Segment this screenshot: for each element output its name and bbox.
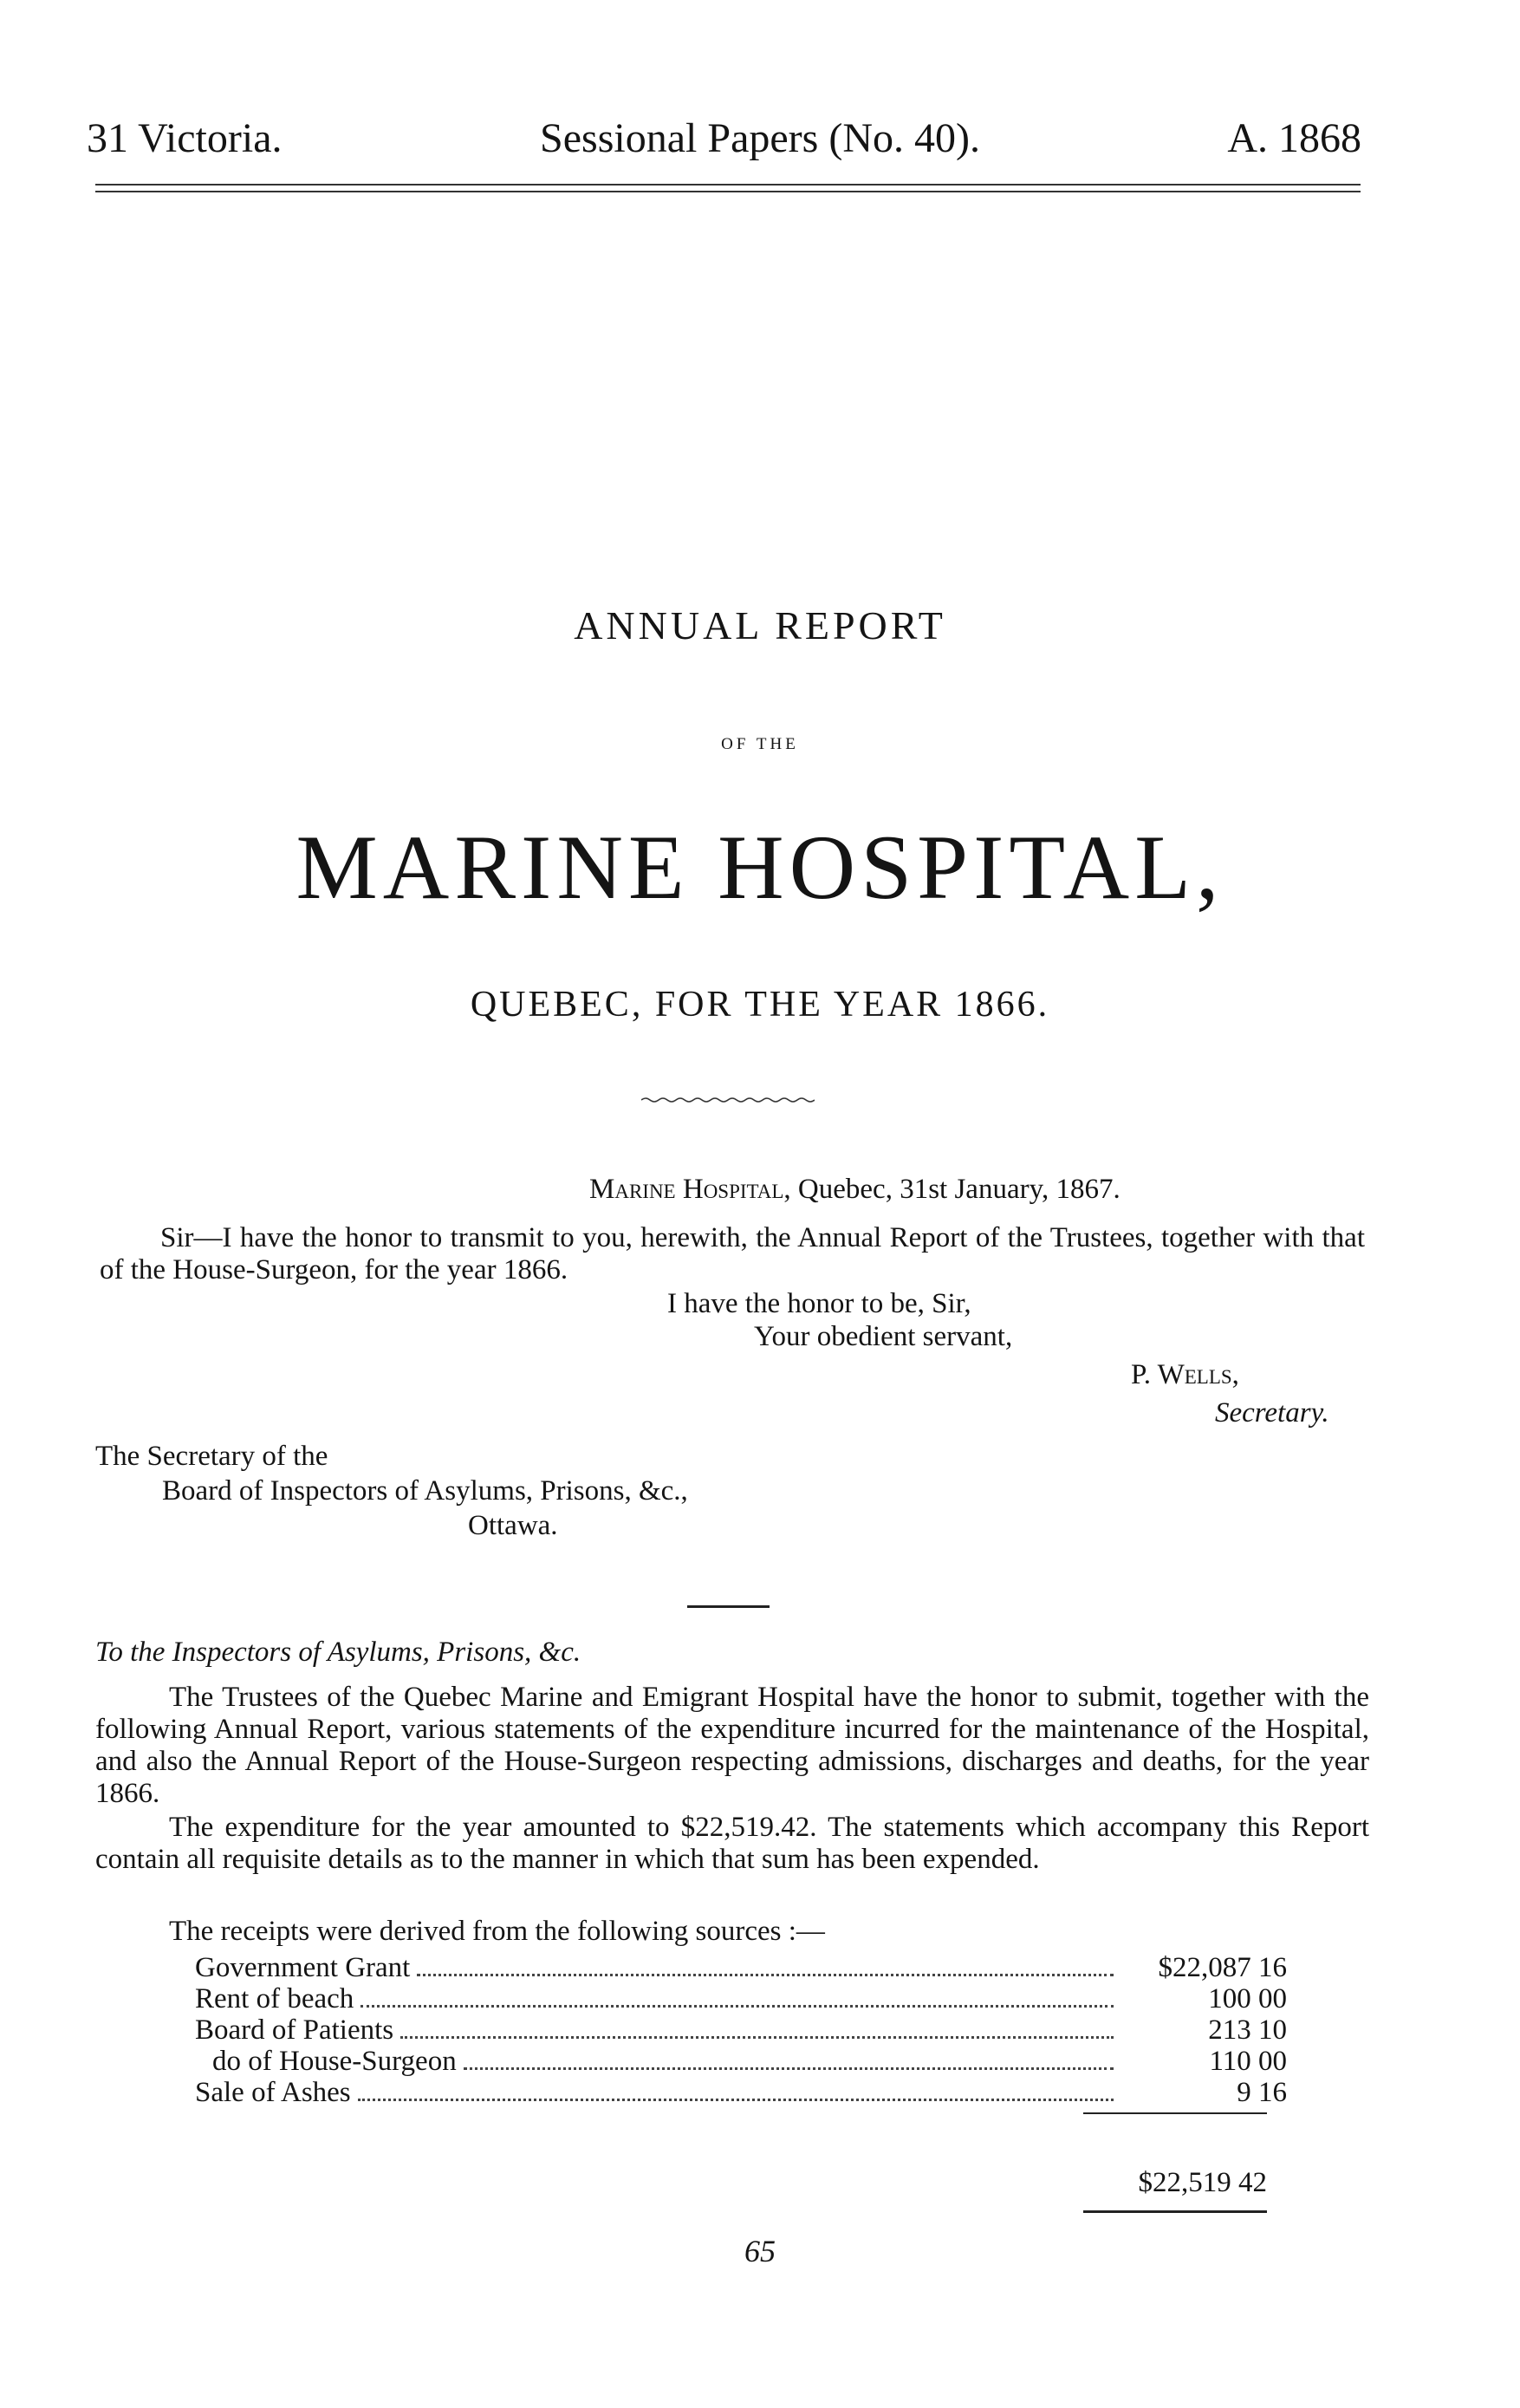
total-rule-top	[1083, 2112, 1267, 2114]
total-rule-bottom	[1083, 2210, 1267, 2213]
leader-dots	[400, 2036, 1114, 2039]
decorative-wavy-rule	[641, 1097, 815, 1103]
letter-body: Sir—I have the honor to transmit to you, herewith, the Annual Report of the Trustees, together with that of the House-Surgeon, for the year 1866.	[100, 1222, 1365, 1285]
report-paragraph-1: The Trustees of the Quebec Marine and Emigrant Hospital have the honor to submit, together with the following Annual Report, various statements of the expenditure incurred for the maintenance of the Hospital, and also the Annual Report of the House-Surgeon respecting admissions, discharges and deaths, for the year 1866.	[95, 1682, 1369, 1809]
receipt-amount: 213 10	[1208, 2014, 1287, 2046]
receipt-amount: 9 16	[1237, 2077, 1287, 2108]
header-papers: Sessional Papers (No. 40).	[540, 115, 980, 161]
leader-dots	[464, 2067, 1114, 2070]
letter-closing-1: I have the honor to be, Sir,	[667, 1288, 971, 1319]
receipts-table	[195, 1952, 1287, 2108]
title-of-the: OF THE	[721, 735, 799, 753]
report-paragraph-3: The receipts were derived from the following sources :—	[169, 1916, 825, 1947]
receipt-amount: 100 00	[1208, 1983, 1287, 2014]
receipt-label: Sale of Ashes	[195, 2077, 351, 2108]
receipts-total: $22,519 42	[1138, 2167, 1267, 2198]
leader-dots	[358, 2099, 1114, 2101]
header-session: 31 Victoria.	[87, 115, 283, 161]
receipt-label: Board of Patients	[195, 2014, 394, 2046]
receipt-row	[195, 1983, 1287, 2014]
receipt-amount: $22,087 16	[1158, 1952, 1287, 1983]
letter-dateline	[589, 1174, 1121, 1206]
receipt-amount: 110 00	[1209, 2046, 1287, 2077]
receipt-row	[195, 2014, 1287, 2046]
title-quebec-year: QUEBEC, FOR THE YEAR 1866.	[470, 985, 1050, 1025]
letter-signer-title: Secretary.	[1215, 1397, 1329, 1429]
receipt-label: Rent of beach	[195, 1983, 354, 2014]
leader-dots	[361, 2005, 1114, 2008]
letter-addressee-2: Board of Inspectors of Asylums, Prisons, &c.,	[162, 1475, 688, 1507]
title-marine-hospital: MARINE HOSPITAL,	[296, 817, 1224, 918]
title-annual-report: ANNUAL REPORT	[574, 603, 946, 648]
header-rule	[95, 184, 1361, 192]
letter-closing-2: Your obedient servant,	[754, 1321, 1013, 1352]
receipt-label: do of House-Surgeon	[212, 2046, 457, 2077]
running-head	[0, 114, 1520, 184]
page-number: 65	[744, 2234, 776, 2268]
receipt-row	[195, 2046, 1287, 2077]
letter-addressee-1: The Secretary of the	[95, 1441, 328, 1472]
section-divider	[687, 1605, 770, 1608]
report-salutation: To the Inspectors of Asylums, Prisons, &c.	[95, 1637, 581, 1668]
receipt-row	[195, 1952, 1287, 1983]
receipt-row	[195, 2077, 1287, 2108]
letter-addressee-3: Ottawa.	[468, 1510, 558, 1541]
letter-place: Marine Hospital	[589, 1174, 784, 1205]
report-paragraph-2: The expenditure for the year amounted to $22,519.42. The statements which accompany this Report contain all requisite details as to the manner in which that sum has been expended.	[95, 1812, 1369, 1875]
leader-dots	[417, 1974, 1114, 1976]
letter-signer: P. Wells,	[1131, 1359, 1239, 1390]
letter-date: , Quebec, 31st January, 1867.	[783, 1174, 1121, 1205]
header-year: A. 1868	[1227, 115, 1361, 161]
receipt-label: Government Grant	[195, 1952, 411, 1983]
